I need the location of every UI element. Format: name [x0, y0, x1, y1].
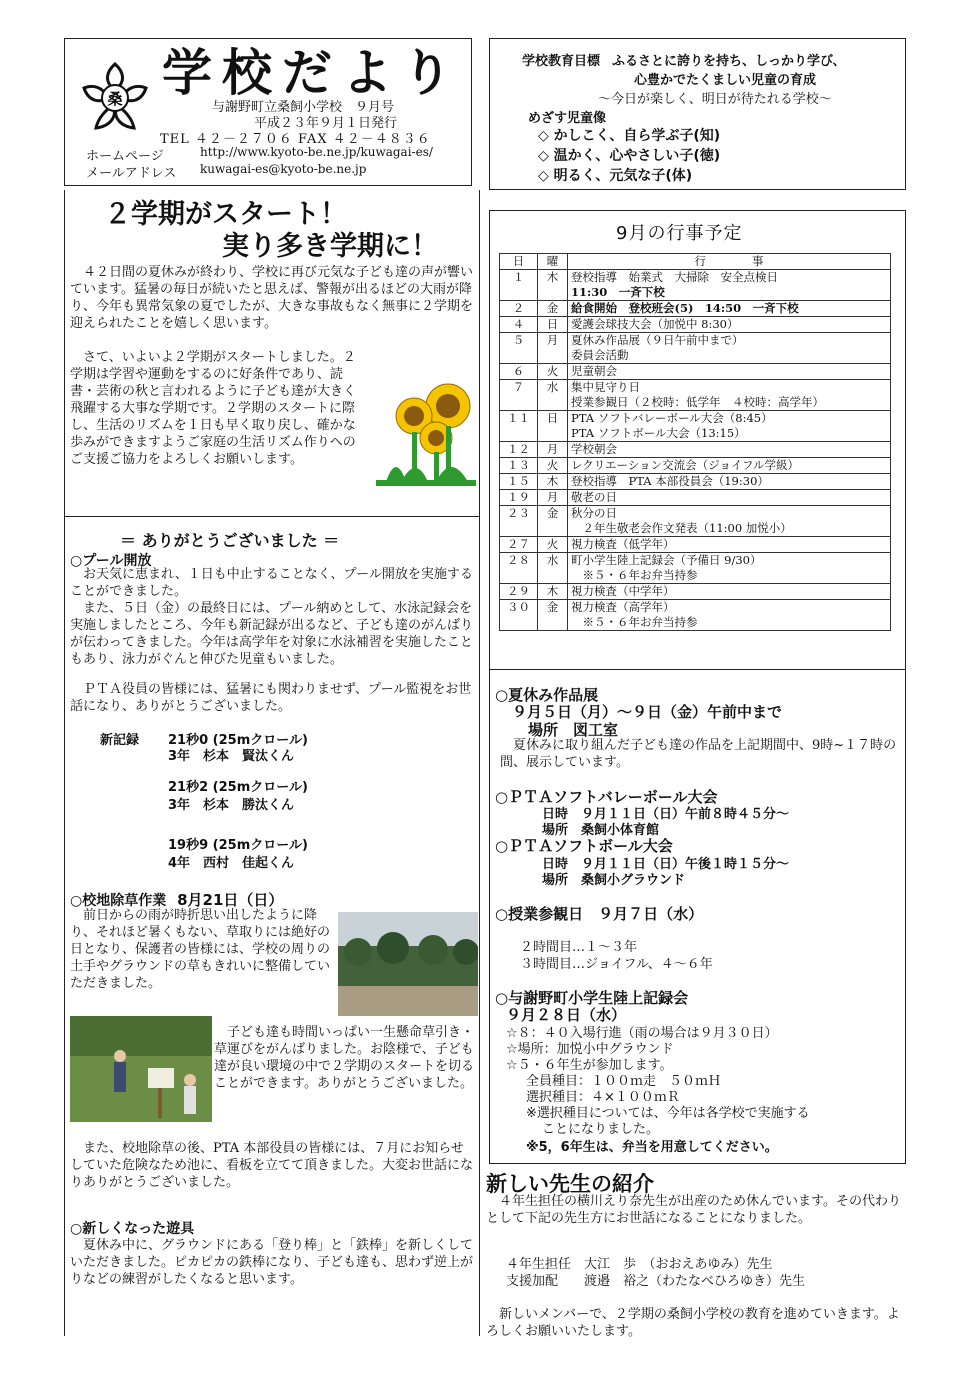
schedule-events	[568, 490, 891, 506]
schedule-events	[568, 442, 891, 458]
schedule-event-line: 町小学生陸上記録会（予備日 9/30）	[571, 553, 762, 567]
aim-2: ◇ 温かく、心やさしい子(徳)	[538, 148, 721, 164]
track-line8: ※5，6年生は、弁当を用意してください。	[526, 1140, 778, 1155]
schedule-day: ２	[500, 301, 538, 317]
pool-p1: お天気に恵まれ、１日も中止することなく、プール開放を実施することができました。	[70, 567, 473, 599]
schedule-event-line: ２年生敬老会作文発表（11:00 加悦小）	[582, 521, 792, 535]
sunflower-illustration	[376, 382, 476, 488]
intro-heading-2: 実り多き学期に！	[222, 231, 438, 262]
schedule-row	[500, 490, 891, 506]
schedule-events	[568, 553, 891, 584]
schedule-weekday: 日	[538, 317, 568, 333]
schedule-day: ５	[500, 333, 538, 364]
schedule-event-line: レクリエーション交流会（ジョイフル学級）	[571, 458, 800, 472]
track-line4: 全員種目：１００ｍ走 ５０ｍＨ	[526, 1074, 722, 1089]
schedule-weekday: 月	[538, 333, 568, 364]
schedule-event-line: 学校朝会	[571, 442, 617, 456]
schedule-row	[500, 411, 891, 442]
weeding-photo	[70, 1016, 212, 1122]
schedule-events	[568, 537, 891, 553]
schedule-events	[568, 600, 891, 631]
mail-address[interactable]: kuwagai-es@kyoto-be.ne.jp	[200, 162, 367, 176]
schedule-events	[568, 301, 891, 317]
observation-day-heading: ○授業参観日 ９月７日（水）	[495, 905, 704, 923]
schedule-event-line: PTA ソフトボール大会（13:15）	[571, 426, 746, 440]
intro-paragraph-1: ４２日間の夏休みが終わり、学校に再び元気な子ども達の声が響いています。猛暑の毎日が続いたと思えば、警報が出るほどの大雨が降り、今年も異常気象の夏でしたが、大きな事故もなく無事に２学期を迎えられたことを嬉しく思います。	[70, 265, 474, 331]
schedule-header-row	[500, 254, 891, 270]
schedule-body	[500, 270, 891, 631]
schedule-day: １２	[500, 442, 538, 458]
schedule-day: １	[500, 270, 538, 301]
weeding-p2: 子ども達も時間いっぱい一生懸命草引き・草運びをがんばりました。お陰様で、子ども達が良い環境の中で２学期のスタートを切ることができます。ありがとうございました。	[214, 1025, 475, 1091]
mail-label: メールアドレス	[86, 166, 177, 181]
track-line3: ☆５・６年生が参加します。	[506, 1058, 673, 1073]
schedule-row	[500, 317, 891, 333]
record-3-who: 4年 西村 佳起くん	[168, 856, 295, 871]
schedule-weekday: 月	[538, 490, 568, 506]
schedule-events	[568, 270, 891, 301]
schedule-row	[500, 584, 891, 600]
schedule-row	[500, 458, 891, 474]
schedule-event-line: 視力検査（中学年）	[571, 584, 675, 598]
schedule-weekday: 月	[538, 442, 568, 458]
schedule-event-line: 給食開始 登校班会(5) 14:50 一斉下校	[571, 301, 799, 315]
schedule-row	[500, 364, 891, 380]
schedule-weekday: 木	[538, 584, 568, 600]
school-logo	[76, 58, 154, 136]
col-weekday: 曜	[538, 254, 568, 270]
newsletter-title: 学校だより	[162, 43, 462, 102]
schedule-event-line: 登校指導 始業式 大掃除 安全点検日	[571, 270, 778, 284]
art-show-heading: ○夏休み作品展	[495, 686, 599, 704]
schedule-events	[568, 317, 891, 333]
teacher-1: ４年生担任 大江 歩 （おおえあゆみ）先生	[506, 1257, 773, 1272]
schedule-weekday: 金	[538, 600, 568, 631]
pool-p2: また、５日（金）の最終日には、プール納めとして、水泳記録会を実施しましたところ、今年も新記録が出るなど、子ども達のがんばりが伝わってきました。今年は高学年を対象に水泳補習を実施したこともあり、泳力がぐんと伸びた児童もいました。	[70, 601, 474, 667]
playground-heading: ○新しくなった遊具	[70, 1221, 195, 1237]
schedule-day: １５	[500, 474, 538, 490]
schedule-event-line: 集中見守り日	[571, 380, 640, 394]
softball-date: 日時 ９月１１日（日）午後１時１５分～	[542, 857, 790, 872]
schedule-weekday: 火	[538, 364, 568, 380]
schedule-event-line: 委員会活動	[571, 348, 629, 362]
intro-paragraph-2-flow: さて、いよいよ２学期がスタートしました。２学期は学習や運動をするのに好条件であり、読書・芸術の秋と言われるように子ども達が大きく飛躍する大事な学期です。２学期のスタートに際し、生活のリズムを１日も早く取り戻し、確かな歩みができますようご家庭の生活リズム作りへのご支援ご協力をよろしくお願いします。	[70, 350, 357, 467]
schedule-weekday: 日	[538, 411, 568, 442]
schedule-row	[500, 333, 891, 364]
observation-line1: ２時間目…１～３年	[520, 940, 638, 955]
softball-place: 場所 桑飼小グラウンド	[542, 873, 686, 888]
schedule-row	[500, 506, 891, 537]
schedule-row	[500, 301, 891, 317]
softvolley-place: 場所 桑飼小体育館	[542, 823, 660, 838]
schedule-weekday: 水	[538, 553, 568, 584]
schedule-events	[568, 333, 891, 364]
track-line2: ☆場所：加悦小中グラウンド	[506, 1042, 674, 1057]
schedule-weekday: 水	[538, 380, 568, 411]
divider	[64, 516, 480, 517]
schedule-events	[568, 458, 891, 474]
art-show-place: 場所 図工室	[528, 721, 619, 739]
schedule-events	[568, 584, 891, 600]
goals-line1: ふるさとに誇りを持ち、しっかり学び、	[612, 54, 846, 69]
weeding-date: 8月21日（日）	[177, 891, 284, 909]
art-show-date: ９月５日（月）～９日（金）午前中まで	[512, 703, 783, 721]
schedule-weekday: 火	[538, 458, 568, 474]
schedule-event-line: 秋分の日	[571, 506, 617, 520]
record-2-who: 3年 杉本 勝汰くん	[168, 798, 295, 813]
teacher-2: 支援加配 渡邉 裕之（わたなべひろゆき）先生	[506, 1274, 806, 1289]
teachers-paragraph-2: 新しいメンバーで、２学期の桑飼小学校の教育を進めていきます。よろしくお願いいたします。	[486, 1307, 900, 1339]
schedule-event-line: 登校指導 PTA 本部役員会（19:30）	[571, 474, 769, 488]
schedule-weekday: 火	[538, 537, 568, 553]
intro-paragraph-2-b	[70, 349, 366, 509]
softvolley-heading: ○ＰＴＡソフトバレーボール大会	[495, 788, 718, 806]
intro-heading-1: ２学期がスタート！	[104, 199, 347, 230]
schedule-event-line: 夏休み作品展（９日午前中まで）	[571, 333, 744, 347]
schedule-row	[500, 553, 891, 584]
schedule-event-line: 視力検査（低学年）	[571, 537, 675, 551]
schedule-event-line: PTA ソフトバレーボール大会（8:45）	[571, 411, 773, 425]
svg-text:桑: 桑	[107, 90, 123, 108]
tel-fax: TEL ４２－２７０６ FAX ４２－４８３６	[160, 132, 431, 147]
record-1-who: 3年 杉本 賢汰くん	[168, 749, 295, 764]
schedule-event-line: 11:30 一斉下校	[571, 285, 665, 299]
schedule-day: ２３	[500, 506, 538, 537]
weeding-p3: また、校地除草の後、PTA 本部役員の皆様には、７月にお知らせしていた危険なため池に、看板を立てて頂きました。大変お世話になりありがとうございました。	[70, 1141, 474, 1190]
thanks-heading: ＝ ありがとうございました ＝	[120, 531, 340, 550]
record-2-time: 21秒2 (25mクロール)	[168, 780, 308, 795]
schedule-row	[500, 380, 891, 411]
record-label: 新記録	[100, 733, 140, 748]
schedule-weekday: 金	[538, 506, 568, 537]
schedule-event-line: 授業参観日（２校時：低学年 ４校時：高学年）	[571, 395, 824, 409]
schedule-day: ４	[500, 317, 538, 333]
track-line5: 選択種目：４×１００ｍＲ	[526, 1090, 680, 1105]
goals-line2: 心豊かでたくましい児童の育成	[634, 73, 817, 88]
schedule-event-line: 視力検査（高学年）	[571, 600, 675, 614]
schedule-weekday: 木	[538, 270, 568, 301]
schedule-event-line: ※５・６年お弁当持参	[582, 615, 698, 629]
weeding-title: ○校地除草作業	[70, 893, 167, 909]
softvolley-date: 日時 ９月１１日（日）午前８時４５分～	[542, 807, 790, 822]
schedule-day: ７	[500, 380, 538, 411]
issue-date: 平成２３年９月１日発行	[254, 116, 398, 131]
weeding-p1: 前日からの雨が時折思い出したように降り、それほど暑くもない、草取りには絶好の日となり、保護者の皆様には、学校の周りの土手やグラウンドの草もきれいに整備していただきました。	[70, 908, 331, 991]
aim-1: ◇ かしこく、自ら学ぶ子(知)	[538, 128, 721, 144]
schedule-event-line: 敬老の日	[571, 490, 617, 504]
teachers-heading: 新しい先生の紹介	[486, 1172, 654, 1196]
aims-label: めざす児童像	[528, 111, 607, 126]
pool-p3: ＰＴＡ役員の皆様には、猛暑にも関わりませず、プール監視をお世話になり、ありがとうございました。	[70, 682, 472, 714]
schedule-day: ２９	[500, 584, 538, 600]
schedule-weekday: 金	[538, 301, 568, 317]
cherry-blossom-emblem-icon	[76, 58, 154, 136]
schedule-events	[568, 506, 891, 537]
schedule-row	[500, 270, 891, 301]
aim-3: ◇ 明るく、元気な子(体)	[538, 168, 693, 184]
schedule-table	[499, 253, 891, 631]
track-line7: ことになりました。	[542, 1122, 660, 1137]
schedule-day: ２８	[500, 553, 538, 584]
schedule-row	[500, 537, 891, 553]
observation-line2: ３時間目…ジョイフル、４～６年	[520, 957, 713, 972]
schedule-day: １１	[500, 411, 538, 442]
schedule-event-line: 児童朝会	[571, 364, 617, 378]
schedule-event-line: ※５・６年お弁当持参	[582, 568, 698, 582]
col-event: 行 事	[568, 254, 891, 270]
schedule-event-line: 愛護会球技大会（加悦中 8:30）	[571, 317, 739, 331]
schedule-day: １９	[500, 490, 538, 506]
schedule-day: ６	[500, 364, 538, 380]
schedule-events	[568, 411, 891, 442]
schedule-day: ２７	[500, 537, 538, 553]
schedule-row	[500, 600, 891, 631]
teachers-paragraph-1: ４年生担任の横川えり奈先生が出産のため休んでいます。その代わりとして下記の先生方にお世話になることになりました。	[486, 1194, 901, 1226]
playground-paragraph: 夏休み中に、グラウンドにある「登り棒」と「鉄棒」を新しくしていただきました。ピカピカの鉄棒になり、子ども達も、思わず逆上がりなどの練習がしたくなると思います。	[70, 1238, 474, 1287]
art-show-paragraph: 夏休みに取り組んだ子ども達の作品を上記期間中、9時~１７時の間、展示しています。	[500, 738, 897, 770]
col-day: 日	[500, 254, 538, 270]
schedule-row	[500, 474, 891, 490]
schoolground-photo	[338, 912, 478, 1016]
schedule-weekday: 木	[538, 474, 568, 490]
track-line1: ☆８：４０入場行進（雨の場合は９月３０日）	[506, 1026, 778, 1041]
schedule-events	[568, 364, 891, 380]
schedule-day: ３０	[500, 600, 538, 631]
schedule-title: 9月の行事予定	[616, 223, 743, 244]
record-1-time: 21秒0 (25mクロール)	[168, 733, 308, 748]
track-meet-heading: ○与謝野町小学生陸上記録会	[495, 989, 689, 1007]
pool-heading: ○プール開放	[70, 553, 152, 569]
homepage-url[interactable]: http://www.kyoto-be.ne.jp/kuwagai-es/	[200, 145, 433, 159]
goals-label: 学校教育目標	[522, 54, 601, 69]
schedule-events	[568, 380, 891, 411]
homepage-label: ホームページ	[86, 149, 164, 164]
schedule-row	[500, 442, 891, 458]
track-meet-date: ９月２８日（水）	[506, 1006, 627, 1024]
goals-line3: ～今日が楽しく、明日が待たれる学校～	[598, 92, 832, 107]
record-3-time: 19秒9 (25mクロール)	[168, 838, 308, 853]
school-issue: 与謝野町立桑飼小学校 ９月号	[212, 100, 395, 115]
track-line6: ※選択種目については、今年は各学校で実施する	[526, 1106, 810, 1121]
softball-heading: ○ＰＴＡソフトボール大会	[495, 837, 673, 855]
schedule-day: １３	[500, 458, 538, 474]
schedule-events	[568, 474, 891, 490]
